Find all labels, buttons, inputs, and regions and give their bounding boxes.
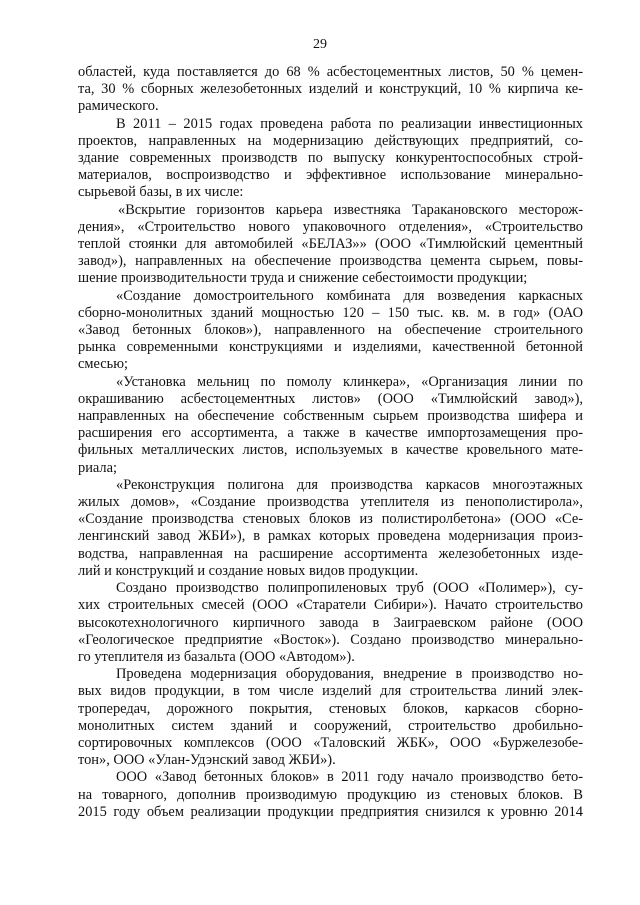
text-line: тон», ООО «Улан-Удэнский завод ЖБИ»). xyxy=(78,752,336,769)
text-line: го утеплителя из базальта (ООО «Автодом»). xyxy=(78,648,355,665)
document-body xyxy=(78,64,583,821)
text-line: 2015 году объем реализации продукции предприятия снизился к уровню 2014 xyxy=(78,803,583,820)
paragraph xyxy=(78,666,583,769)
paragraph xyxy=(78,477,583,580)
text-line: расширения его ассортимента, а также в качестве импортозамещения про- xyxy=(78,425,583,442)
text-line: материалов, воспроизводство и эффективное использование минерально- xyxy=(78,167,583,184)
text-line: тропередач, дорожного покрытия, стеновых блоков, каркасов сборно- xyxy=(78,700,583,717)
text-line: сортировочных комплексов (ООО «Таловский ЖБК», ООО «Буржелезобе- xyxy=(78,734,583,751)
text-line: рамического. xyxy=(78,98,159,115)
text-line: вых видов продукции, в том числе изделий для строительства линий элек- xyxy=(78,683,583,700)
paragraph xyxy=(78,202,583,288)
text-line: «Установка мельниц по помолу клинкера», «Организация линии по xyxy=(116,373,583,390)
text-line: «Реконструкция полигона для производства каркасов многоэтажных xyxy=(116,476,583,493)
text-line: шение производительности труда и снижение себестоимости продукции; xyxy=(78,270,528,287)
text-line: окрашиванию асбестоцементных листов» (ООО «Тимлюйский завод»), xyxy=(78,390,583,407)
page-number: 29 xyxy=(313,37,327,52)
text-line: высокотехнологичного кирпичного завода в Заиграевском районе (ООО xyxy=(78,614,583,631)
text-line: направленных на обеспечение собственным сырьем производства шифера и xyxy=(78,408,583,425)
text-line: монолитных систем зданий и сооружений, строительство дробильно- xyxy=(78,717,583,734)
text-line: водства, направленная на расширение ассортимента железобетонных изде- xyxy=(78,545,583,562)
text-line: «Завод бетонных блоков»), направленного на обеспечение строительного xyxy=(78,322,583,339)
text-line: завод»), направленных на обеспечение производства цемента сырьем, повы- xyxy=(78,253,583,270)
text-line: Проведена модернизация оборудования, внедрение в производство но- xyxy=(116,666,583,683)
paragraph xyxy=(78,116,583,202)
paragraph xyxy=(78,64,583,116)
text-line: ООО «Завод бетонных блоков» в 2011 году начало производство бето- xyxy=(116,769,583,786)
text-line: «Создание домостроительного комбината для возведения каркасных xyxy=(116,287,583,304)
text-line: рынка современными конструкциями и изделиями, качественной бетонной xyxy=(78,339,583,356)
text-line: Создано производство полипропиленовых труб (ООО «Полимер»), су- xyxy=(116,580,583,597)
text-line: фильных металлических листов, используемых в качестве кровельного мате- xyxy=(78,442,583,459)
paragraph xyxy=(78,374,583,477)
text-line: «Создание производства стеновых блоков из полистиролбетона» (ООО «Се- xyxy=(78,511,583,528)
text-line: жилых домов», «Создание производства утеплителя из пенополистирола», xyxy=(78,494,583,511)
text-line: хих строительных смесей (ООО «Старатели Сибири»). Начато строительство xyxy=(78,597,583,614)
text-line: та, 30 % сборных железобетонных изделий и конструкций, 10 % кирпича ке- xyxy=(78,81,583,98)
paragraph xyxy=(78,580,583,666)
paragraph xyxy=(78,769,583,821)
text-line: дения», «Строительство нового упаковочного отделения», «Строительство xyxy=(78,218,583,235)
text-line: смесью; xyxy=(78,356,128,373)
text-line: «Геологическое предприятие «Восток»). Создано производство минерально- xyxy=(78,631,583,648)
text-line: сборно-монолитных зданий мощностью 120 – 150 тыс. кв. м. в год» (ОАО xyxy=(78,304,583,321)
text-line: областей, куда поставляется до 68 % асбестоцементных листов, 50 % цемен- xyxy=(78,64,583,80)
paragraph xyxy=(78,288,583,374)
text-line: В 2011 – 2015 годах проведена работа по реализации инвестиционных xyxy=(116,115,583,132)
text-line: «Вскрытие горизонтов карьера известняка Таракановского месторож- xyxy=(118,201,583,218)
text-line: лий и конструкций и создание новых видов продукции. xyxy=(78,562,419,579)
text-line: теплой стоянки для автомобилей «БЕЛАЗ»» (ООО «Тимлюйский цементный xyxy=(78,236,583,253)
text-line: на товарного, дополнив производимую продукцию из стеновых блоков. В xyxy=(78,786,583,803)
text-line: риала; xyxy=(78,459,117,476)
text-line: ленгинский завод ЖБИ»), в рамках которых проведена модернизация произ- xyxy=(78,528,583,545)
text-line: сырьевой базы, в их числе: xyxy=(78,184,244,201)
text-line: проектов, направленных на модернизацию действующих предприятий, со- xyxy=(78,132,583,149)
text-line: здание современных производств по выпуску конкурентоспособных строй- xyxy=(78,150,583,167)
